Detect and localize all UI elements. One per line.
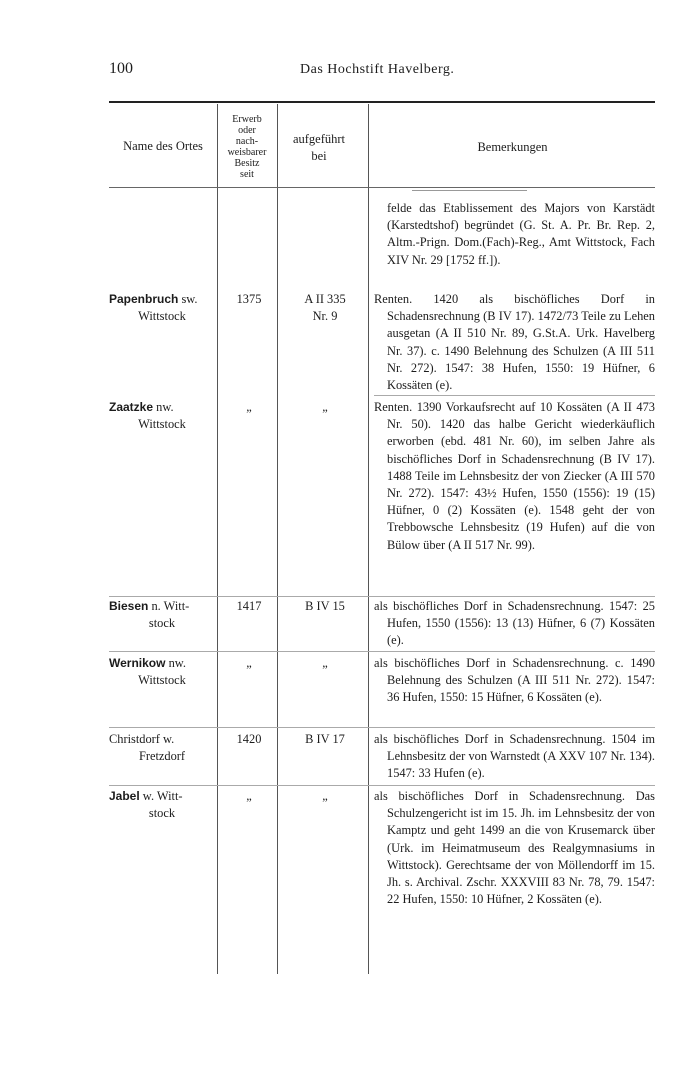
source-reference-line: B IV 15 [305,599,345,613]
place-name-bold: Biesen [109,599,149,613]
source-reference-line: Nr. 9 [312,309,338,324]
top-rule [109,101,655,103]
place-name [109,655,215,689]
column-divider [368,104,369,974]
remark: als bischöfliches Dorf in Schadensrechnung. c. 1490 Belehnung des Schulzen (A III 511 Nr. 272). 1547: 36 Hufen, 1550: 15 Hüfner, 6 Kossäten (e). [374,656,655,705]
column-divider [217,104,218,974]
place-name [109,788,215,822]
place-name-rest: sw. [181,292,198,306]
column-header-bemerkungen: Bemerkungen [477,140,548,154]
column-header-aufgefuehrt [278,131,360,165]
place-name-line2: Fretzdorf [138,749,186,764]
source-reference [281,788,369,805]
place-name-rest: nw. [168,656,187,670]
remark: Renten. 1390 Vorkaufsrecht auf 10 Kossäten (A II 473 Nr. 50). 1420 das halbe Gericht wiederkäuflich erworben (ebd. 481 Nr. 60), im selben Jahre als bischöfliches Dorf in Schadensrechnung (B IV 17). 1488 Teile im Lehnsbesitz der von Ziecker (A III 570 Nr. 272). 1547: 43½ Hufen, 1550 (1556): 19 (15) Hüfner, 0 (2) Kossäten (e). 1548 geht der von Trebbowsche Lehnsbesitz (19 Hufen) auf die von Bülow über (A II 517 Nr. 99). [374,400,655,552]
remark: als bischöfliches Dorf in Schadensrechnung. Das Schulzengericht ist im 15. Jh. im Lehnsbesitz der von Kamptz und geht 1499 an die von Krusemarck über (Urk. im Heimatmuseum des Realgymnasiums in Wittstock). Gerechtsame der von Möllendorff im 15. Jh. s. Archival. Zschr. XXXVIII 83 Nr. 78, 79. 1547: 22 Hufen, 1550: 10 Hüfner, 2 Kossäten (e). [374,789,655,907]
row-separator [109,727,655,728]
place-name-bold: Jabel [109,789,140,803]
source-reference [281,731,369,748]
place-name-line2: Wittstock [138,309,186,324]
source-reference-line: „ [322,789,328,803]
remark: Renten. 1420 als bischöfliches Dorf in Schadensrechnung (B IV 17). 1472/73 Teile zu Lehen ausgetan (A II 510 Nr. 89, G.St.A. Urk. Havelberg Nr. 37). c. 1490 Belehnung des Schulzen (A III 511 Nr. 272). 1547: 38 Hufen, 1550: 19 Hüfner, 6 Kossäten (e). [374,292,655,393]
continuation-remark: felde das Etablissement des Majors von Karstädt (Karstedtshof) begründet (G. St. A. Pr. Br. Rep. 2, Altm.-Prign. Dom.(Fach)-Reg., Amt Wittstock, Fach XIV Nr. 29 [1752 ff.]). [387,201,655,267]
remark: als bischöfliches Dorf in Schadensrechnung. 1504 im Lehnsbesitz der von Warnstedt (A XXV 107 Nr. 134). 1547: 33 Hufen (e). [374,732,655,781]
column-header-erwerb-line: Besitz [234,158,260,169]
place-name [109,731,215,765]
column-header-aufgefuehrt-line: aufgeführt [292,132,346,146]
place-name-bold: Zaatzke [109,400,154,414]
column-header-name: Name des Ortes [123,139,203,153]
remark: als bischöfliches Dorf in Schadensrechnung. 1547: 25 Hufen, 1550 (1556): 13 (13) Hüfner, 6 (7) Kossäten (e). [374,599,655,648]
header-rule [109,187,655,188]
place-name-line2: Wittstock [138,673,186,688]
source-reference [281,399,369,416]
source-reference-line: „ [322,400,328,414]
place-name [109,399,215,433]
row-separator [374,395,655,396]
running-title: Das Hochstift Havelberg. [300,62,455,77]
acquisition-year: 1375 [236,292,262,306]
column-divider [277,104,278,974]
column-header-erwerb [217,114,277,180]
row-separator [109,651,655,652]
place-name-rest: n. Witt- [151,599,190,613]
place-name-bold: Papenbruch [109,292,179,306]
place-name-line2: stock [148,806,176,821]
source-reference-line: B IV 17 [305,732,345,746]
acquisition-year: „ [246,656,252,670]
place-name-line2: stock [148,616,176,631]
column-header-erwerb-line: Erwerb [232,114,262,125]
column-header-erwerb-line: oder [238,125,256,136]
page-number: 100 [109,60,133,77]
place-name-rest: w. Witt- [142,789,183,803]
column-header-erwerb-line: seit [240,169,254,180]
row-separator [109,596,655,597]
continuation-rule [412,190,527,191]
source-reference-line: „ [322,656,328,670]
row-separator [109,785,655,786]
place-name [109,598,215,632]
place-name-bold: Wernikow [109,656,166,670]
acquisition-year: „ [246,400,252,414]
acquisition-year: 1417 [236,599,262,613]
source-reference [281,655,369,672]
place-name-line2: Wittstock [138,417,186,432]
source-reference-line: A II 335 [304,292,346,306]
place-name [109,291,215,325]
column-header-erwerb-line: nach- [235,136,259,147]
acquisition-year: „ [246,789,252,803]
place-name-rest: Christdorf w. [109,732,175,746]
place-name-rest: nw. [156,400,174,414]
acquisition-year: 1420 [236,732,262,746]
column-header-erwerb-line: weisbarer [227,147,267,158]
source-reference [281,291,369,325]
source-reference [281,598,369,615]
column-header-aufgefuehrt-line: bei [311,149,327,163]
